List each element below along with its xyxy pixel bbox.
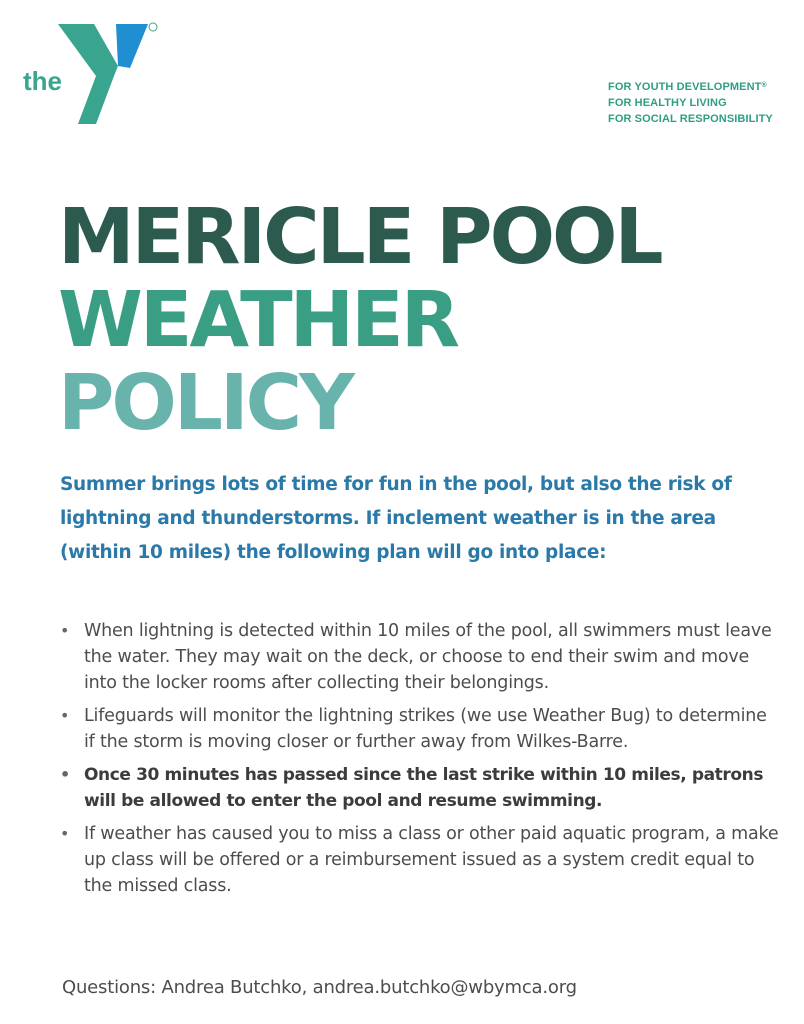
bullet-dot: • (60, 824, 70, 843)
title-line-3: POLICY (58, 359, 352, 448)
policy-item-text: When lightning is detected within 10 miles of the pool, all swimmers must leave the water. They may wait on the deck, or choose to end their swim and move into the locker rooms after collecting their belongings. (84, 621, 772, 693)
bullet-dot: • (60, 706, 70, 725)
tagline-social: FOR SOCIAL RESPONSIBILITY (608, 113, 773, 125)
intro-paragraph (60, 468, 760, 570)
policy-item-text: Lifeguards will monitor the lightning strikes (we use Weather Bug) to determine if the storm is moving closer or further away from Wilkes-Barre. (84, 706, 767, 752)
logo-the-text: the (23, 66, 62, 96)
tagline-healthy: FOR HEALTHY LIVING (608, 97, 727, 109)
page-title (58, 193, 661, 448)
bullet-dot: • (60, 765, 70, 784)
ymca-logo (20, 20, 160, 130)
tagline-block (608, 79, 773, 127)
intro-line-3: (within 10 miles) the following plan will go into place: (60, 542, 607, 563)
intro-line-2: lightning and thunderstorms. If inclement weather is in the area (60, 508, 716, 529)
policy-item-text: Once 30 minutes has passed since the last strike within 10 miles, patrons will be allowed to enter the pool and resume swimming. (84, 765, 764, 811)
logo-ymca-text: YMCA (108, 77, 128, 103)
policy-item-text: If weather has caused you to miss a class or other paid aquatic program, a make up class will be offered or a reimbursement issued as a system credit equal to the missed class. (84, 824, 779, 896)
contact-line: Questions: Andrea Butchko, andrea.butchko@wbymca.org (62, 977, 577, 998)
intro-line-1: Summer brings lots of time for fun in the pool, but also the risk of (60, 474, 732, 495)
policy-list (60, 618, 780, 906)
policy-item-monitor (60, 703, 780, 755)
y-logo-icon (56, 20, 160, 126)
title-line-1: MERICLE POOL (58, 193, 661, 282)
policy-item-resume (60, 762, 780, 814)
tagline-youth: FOR YOUTH DEVELOPMENT® (608, 81, 767, 93)
policy-item-evacuate (60, 618, 780, 696)
title-line-2: WEATHER (58, 276, 458, 365)
policy-item-makeup (60, 821, 780, 899)
bullet-dot: • (60, 621, 70, 640)
